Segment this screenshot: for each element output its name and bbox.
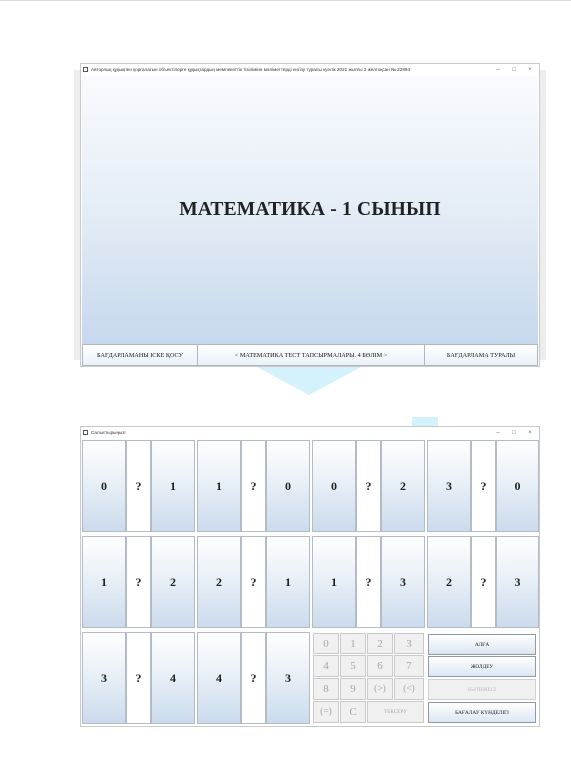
key-0[interactable]: 0	[313, 633, 339, 654]
close-icon[interactable]: ×	[528, 66, 532, 73]
background-frame-right	[540, 70, 546, 360]
number-box: 0	[312, 440, 356, 532]
result-button[interactable]: НӘТИЖЕСІ	[428, 679, 536, 700]
key-2[interactable]: 2	[367, 633, 393, 654]
key-6[interactable]: 6	[367, 655, 393, 677]
check-button[interactable]: ТЕКСЕРУ	[367, 701, 424, 723]
number-box: 3	[381, 536, 425, 628]
equals-key[interactable]: (=)	[313, 701, 339, 723]
send-button[interactable]: ЖОЛДЕУ	[428, 656, 536, 677]
number-box: 3	[427, 440, 471, 532]
number-box: 2	[427, 536, 471, 628]
top-divider	[0, 0, 571, 1]
test-tasks-button[interactable]: < МАТЕМАТИКА ТЕСТ ТАПСЫРМАЛАРЫ. 4 БӨЛІМ >	[197, 344, 425, 366]
compare-sign-slot[interactable]: ?	[126, 536, 151, 628]
key-3[interactable]: 3	[394, 633, 424, 654]
number-box: 1	[312, 536, 356, 628]
start-window	[80, 63, 540, 367]
number-box: 4	[197, 632, 241, 724]
compare-sign-slot[interactable]: ?	[241, 632, 266, 724]
number-box: 3	[496, 536, 539, 628]
compare-sign-slot[interactable]: ?	[471, 536, 496, 628]
about-program-button[interactable]: БАҒДАРЛАМА ТУРАЛЫ	[424, 344, 538, 366]
compare-window	[80, 426, 540, 727]
key-1[interactable]: 1	[340, 633, 366, 654]
start-program-button[interactable]: БАҒДАРЛАМАНЫ ІСКЕ ҚОСУ	[82, 344, 198, 366]
key-8[interactable]: 8	[313, 678, 339, 700]
minimize-icon[interactable]: –	[496, 66, 500, 73]
window-title: Авторлық құқықпен қорғалатын объектілерге құқықтардың мемлекеттік тізіліміне мәліметтерді енгізу туралы куәлік 2021 жылғы 2 желтоқсан № 22894	[91, 67, 411, 72]
key-7[interactable]: 7	[394, 655, 424, 677]
compare-sign-slot[interactable]: ?	[356, 536, 381, 628]
app-icon	[83, 67, 88, 72]
compare-window-titlebar	[81, 427, 539, 438]
maximize-icon[interactable]: □	[512, 66, 516, 73]
number-box: 1	[197, 440, 241, 532]
minimize-icon[interactable]: –	[496, 429, 500, 436]
key-9[interactable]: 9	[340, 678, 366, 700]
down-arrow-decoration	[257, 367, 361, 395]
maximize-icon[interactable]: □	[512, 429, 516, 436]
grade-journal-button[interactable]: БАҒАЛАУ КҮНДЕЛІГІ	[428, 702, 536, 723]
compare-sign-slot[interactable]: ?	[241, 440, 266, 532]
window-title: Салыстырыңыз!	[91, 430, 126, 435]
key-5[interactable]: 5	[340, 655, 366, 677]
compare-sign-slot[interactable]: ?	[471, 440, 496, 532]
number-box: 0	[266, 440, 310, 532]
title-panel	[82, 76, 538, 344]
number-box: 2	[197, 536, 241, 628]
number-box: 1	[82, 536, 126, 628]
number-box: 2	[151, 536, 195, 628]
number-box: 0	[496, 440, 539, 532]
number-box: 1	[266, 536, 310, 628]
number-box: 0	[82, 440, 126, 532]
start-window-titlebar	[81, 64, 539, 75]
next-button[interactable]: АЛҒА	[428, 634, 536, 655]
clear-key[interactable]: C	[340, 701, 366, 723]
number-box: 1	[151, 440, 195, 532]
app-icon	[83, 430, 88, 435]
key-4[interactable]: 4	[313, 655, 339, 677]
number-box: 3	[266, 632, 310, 724]
number-box: 4	[151, 632, 195, 724]
number-box: 2	[381, 440, 425, 532]
subject-heading: МАТЕМАТИКА - 1 СЫНЫП	[179, 199, 441, 220]
close-icon[interactable]: ×	[528, 429, 532, 436]
compare-sign-slot[interactable]: ?	[126, 632, 151, 724]
compare-sign-slot[interactable]: ?	[126, 440, 151, 532]
compare-sign-slot[interactable]: ?	[356, 440, 381, 532]
greater-than-key[interactable]: (>)	[367, 678, 393, 700]
less-than-key[interactable]: (<)	[394, 678, 424, 700]
main-menu-bar	[82, 344, 538, 366]
number-box: 3	[82, 632, 126, 724]
compare-sign-slot[interactable]: ?	[241, 536, 266, 628]
